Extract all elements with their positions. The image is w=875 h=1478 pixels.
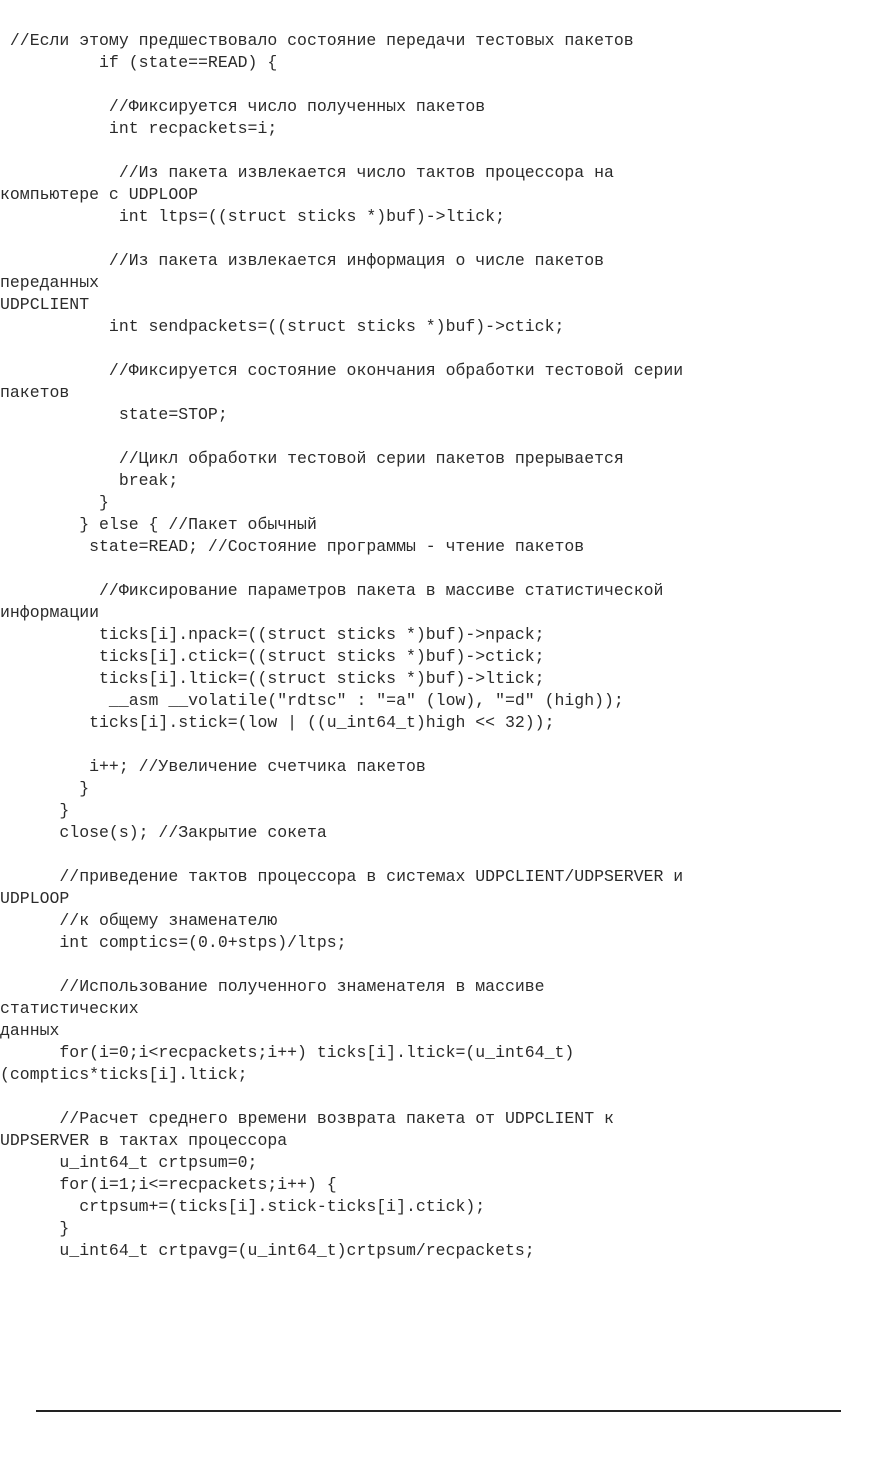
code-line: UDPLOOP <box>0 889 70 908</box>
code-line: close(s); //Закрытие сокета <box>0 823 327 842</box>
code-line: int sendpackets=((struct sticks *)buf)->ctick; <box>0 317 565 336</box>
code-line: ticks[i].stick=(low | ((u_int64_t)high << 32)); <box>0 713 555 732</box>
code-line: ticks[i].ctick=((struct sticks *)buf)->ctick; <box>0 647 545 666</box>
code-line: int comptics=(0.0+stps)/ltps; <box>0 933 347 952</box>
code-line: ticks[i].ltick=((struct sticks *)buf)->ltick; <box>0 669 545 688</box>
code-line: for(i=1;i<=recpackets;i++) { <box>0 1175 337 1194</box>
code-line: (comptics*ticks[i].ltick; <box>0 1065 248 1084</box>
code-line: переданных <box>0 273 100 292</box>
code-line: crtpsum+=(ticks[i].stick-ticks[i].ctick); <box>0 1197 486 1216</box>
code-line: if (state==READ) { <box>0 53 278 72</box>
code-line: //Фиксируется число полученных пакетов <box>0 97 486 116</box>
code-line: } <box>0 493 109 512</box>
code-line: //Использование полученного знаменателя в массиве <box>0 977 545 996</box>
code-line: } <box>0 1219 70 1238</box>
code-line: //Фиксирование параметров пакета в массиве статистической <box>0 581 664 600</box>
code-line: //Расчет среднего времени возврата пакета от UDPCLIENT к <box>0 1109 614 1128</box>
code-line: статистических <box>0 999 139 1018</box>
code-line: state=READ; //Состояние программы - чтение пакетов <box>0 537 585 556</box>
code-line: информации <box>0 603 100 622</box>
code-line: __asm __volatile("rdtsc" : "=a" (low), "=d" (high)); <box>0 691 624 710</box>
code-line: i++; //Увеличение счетчика пакетов <box>0 757 426 776</box>
code-line: UDPSERVER в тактах процессора <box>0 1131 288 1150</box>
code-line: //к общему знаменателю <box>0 911 278 930</box>
code-line: пакетов <box>0 383 70 402</box>
code-line: int recpackets=i; <box>0 119 278 138</box>
code-line: //Из пакета извлекается информация о числе пакетов <box>0 251 604 270</box>
code-line: данных <box>0 1021 60 1040</box>
code-line: break; <box>0 471 179 490</box>
code-line: u_int64_t crtpsum=0; <box>0 1153 258 1172</box>
code-line: u_int64_t crtpavg=(u_int64_t)crtpsum/recpackets; <box>0 1241 535 1260</box>
code-line: UDPCLIENT <box>0 295 90 314</box>
code-line: } <box>0 801 70 820</box>
code-line: ticks[i].npack=((struct sticks *)buf)->npack; <box>0 625 545 644</box>
code-line: //Цикл обработки тестовой серии пакетов прерывается <box>0 449 624 468</box>
code-line: } else { //Пакет обычный <box>0 515 317 534</box>
code-line: state=STOP; <box>0 405 228 424</box>
code-line: //Если этому предшествовало состояние передачи тестовых пакетов <box>0 31 634 50</box>
code-line: for(i=0;i<recpackets;i++) ticks[i].ltick=(u_int64_t) <box>0 1043 575 1062</box>
code-line: int ltps=((struct sticks *)buf)->ltick; <box>0 207 505 226</box>
footer-divider <box>36 1410 841 1412</box>
code-line: //Фиксируется состояние окончания обработки тестовой серии <box>0 361 684 380</box>
code-line: } <box>0 779 90 798</box>
code-line: //Из пакета извлекается число тактов процессора на <box>0 163 614 182</box>
code-line: компьютере с UDPLOOP <box>0 185 199 204</box>
code-line: //приведение тактов процессора в системах UDPCLIENT/UDPSERVER и <box>0 867 684 886</box>
